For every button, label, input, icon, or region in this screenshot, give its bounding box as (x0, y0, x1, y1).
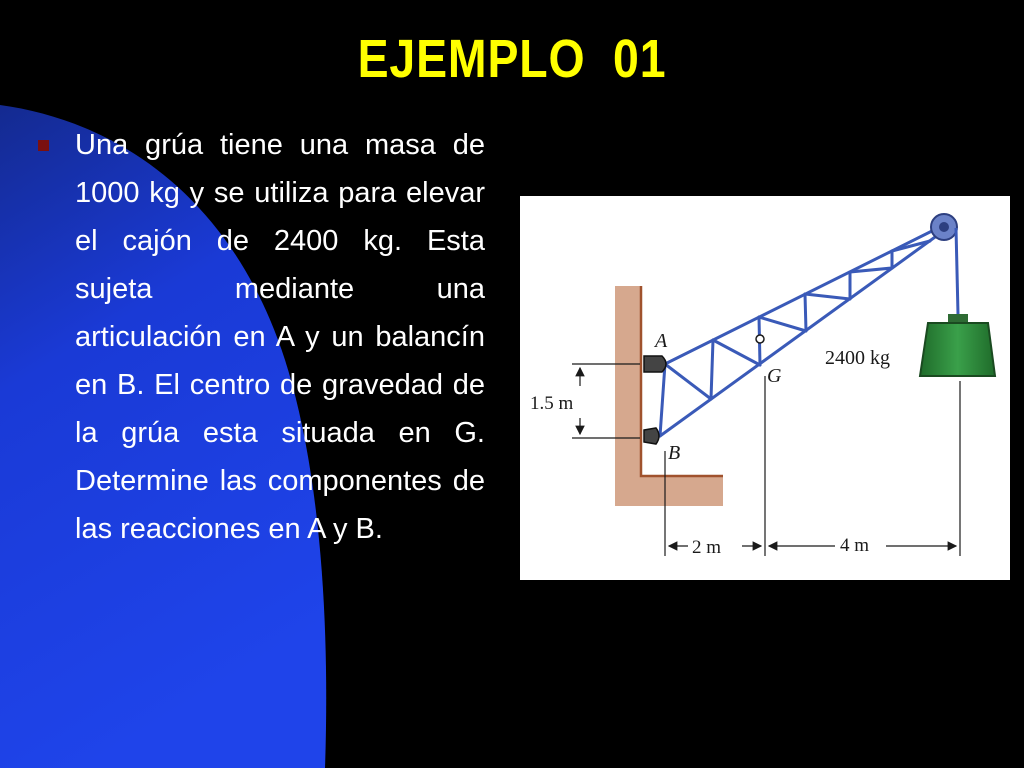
crane-diagram-panel (520, 196, 1010, 580)
slide-title: EJEMPLO 01 (357, 29, 667, 89)
dimension-label-left: 2 m (692, 537, 722, 558)
load-label: 2400 kg (825, 347, 890, 369)
support-b-rocker (644, 428, 659, 444)
square-bullet-icon (38, 140, 49, 151)
dimension-label-vertical: 1.5 m (530, 393, 574, 414)
crane-truss (660, 226, 942, 436)
label-b: B (668, 442, 681, 464)
label-g: G (767, 365, 782, 387)
pulley-wheel (931, 214, 957, 240)
hoist-cable (956, 228, 958, 314)
support-a-pin (644, 356, 666, 372)
dimension-label-right: 4 m (840, 535, 870, 556)
problem-statement: Una grúa tiene una masa de 1000 kg y se utiliza para elevar el cajón de 2400 kg. Esta sujeta mediante una articulación en A y un balancín en B. El centro de gravedad de la grúa esta situada en G. Determine las componentes de las reacciones en A y B. (75, 129, 485, 545)
label-a: A (655, 330, 668, 352)
center-of-gravity-marker (756, 335, 764, 343)
crate-load (920, 314, 995, 376)
